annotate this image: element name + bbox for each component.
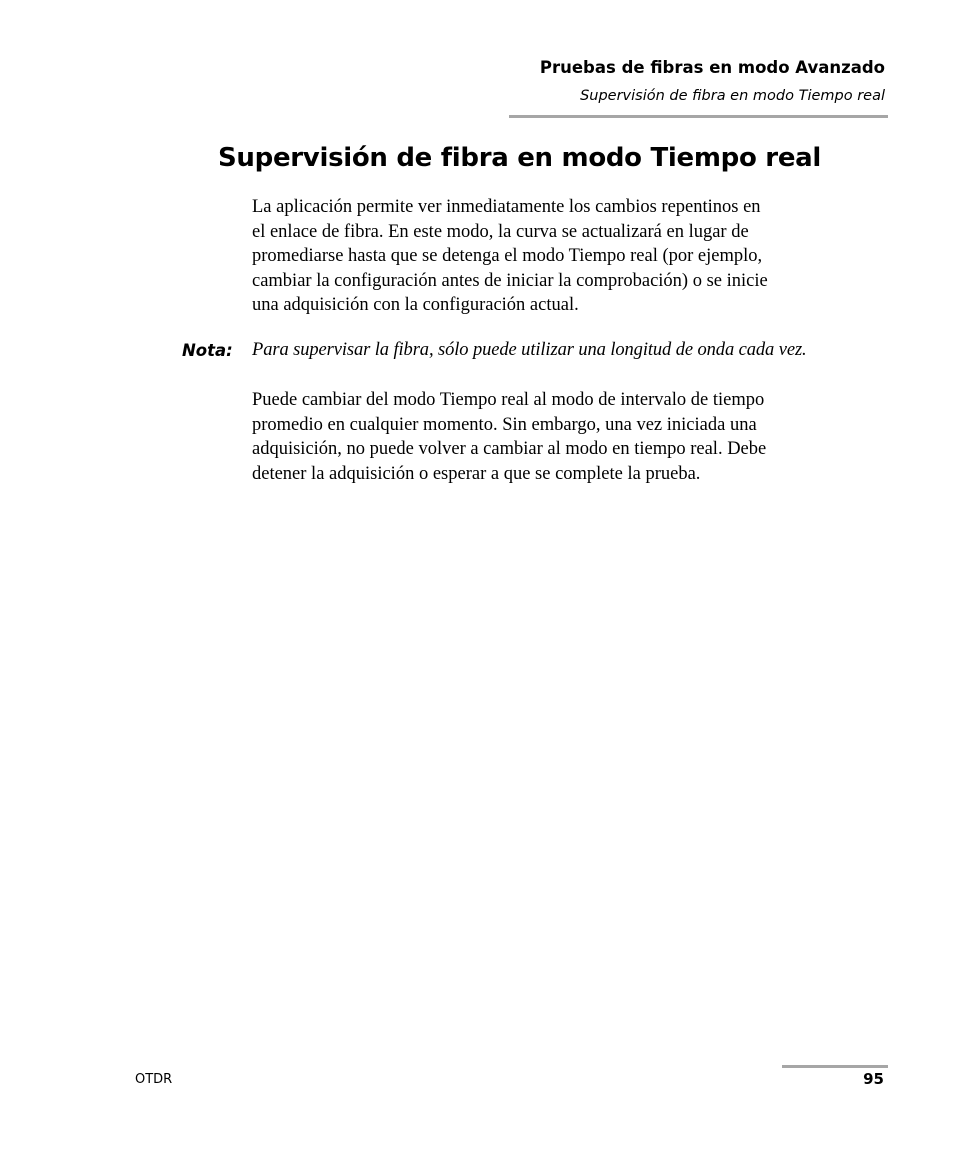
header-divider	[509, 115, 888, 118]
note-label: Nota:	[182, 341, 233, 360]
intro-paragraph	[252, 195, 872, 318]
paragraph-line: cambiar la configuración antes de iniciar la comprobación) o se inicie	[252, 270, 768, 291]
paragraph-line: adquisición, no puede volver a cambiar al modo en tiempo real. Debe	[252, 439, 767, 460]
footer-product-name: OTDR	[135, 1072, 173, 1087]
paragraph-line: promediarse hasta que se detenga el modo Tiempo real (por ejemplo,	[252, 246, 763, 267]
running-header-subtitle: Supervisión de fibra en modo Tiempo real	[580, 88, 885, 104]
paragraph-line: Puede cambiar del modo Tiempo real al modo de intervalo de tiempo	[252, 390, 765, 410]
footer-divider	[782, 1065, 888, 1068]
section-title: Supervisión de fibra en modo Tiempo real	[218, 143, 822, 173]
paragraph-line: promedio en cualquier momento. Sin embargo, una vez iniciada una	[252, 414, 757, 435]
page-number: 95	[863, 1070, 884, 1088]
paragraph-line: La aplicación permite ver inmediatamente los cambios repentinos en	[252, 197, 761, 217]
note-text: Para supervisar la fibra, sólo puede utilizar una longitud de onda cada vez.	[252, 340, 807, 360]
paragraph-line: detener la adquisición o esperar a que se complete la prueba.	[252, 463, 701, 484]
paragraph-line: el enlace de fibra. En este modo, la curva se actualizará en lugar de	[252, 221, 749, 242]
running-header-title: Pruebas de fibras en modo Avanzado	[539, 58, 885, 77]
mode-change-paragraph	[252, 388, 872, 486]
paragraph-line: una adquisición con la configuración actual.	[252, 295, 579, 316]
